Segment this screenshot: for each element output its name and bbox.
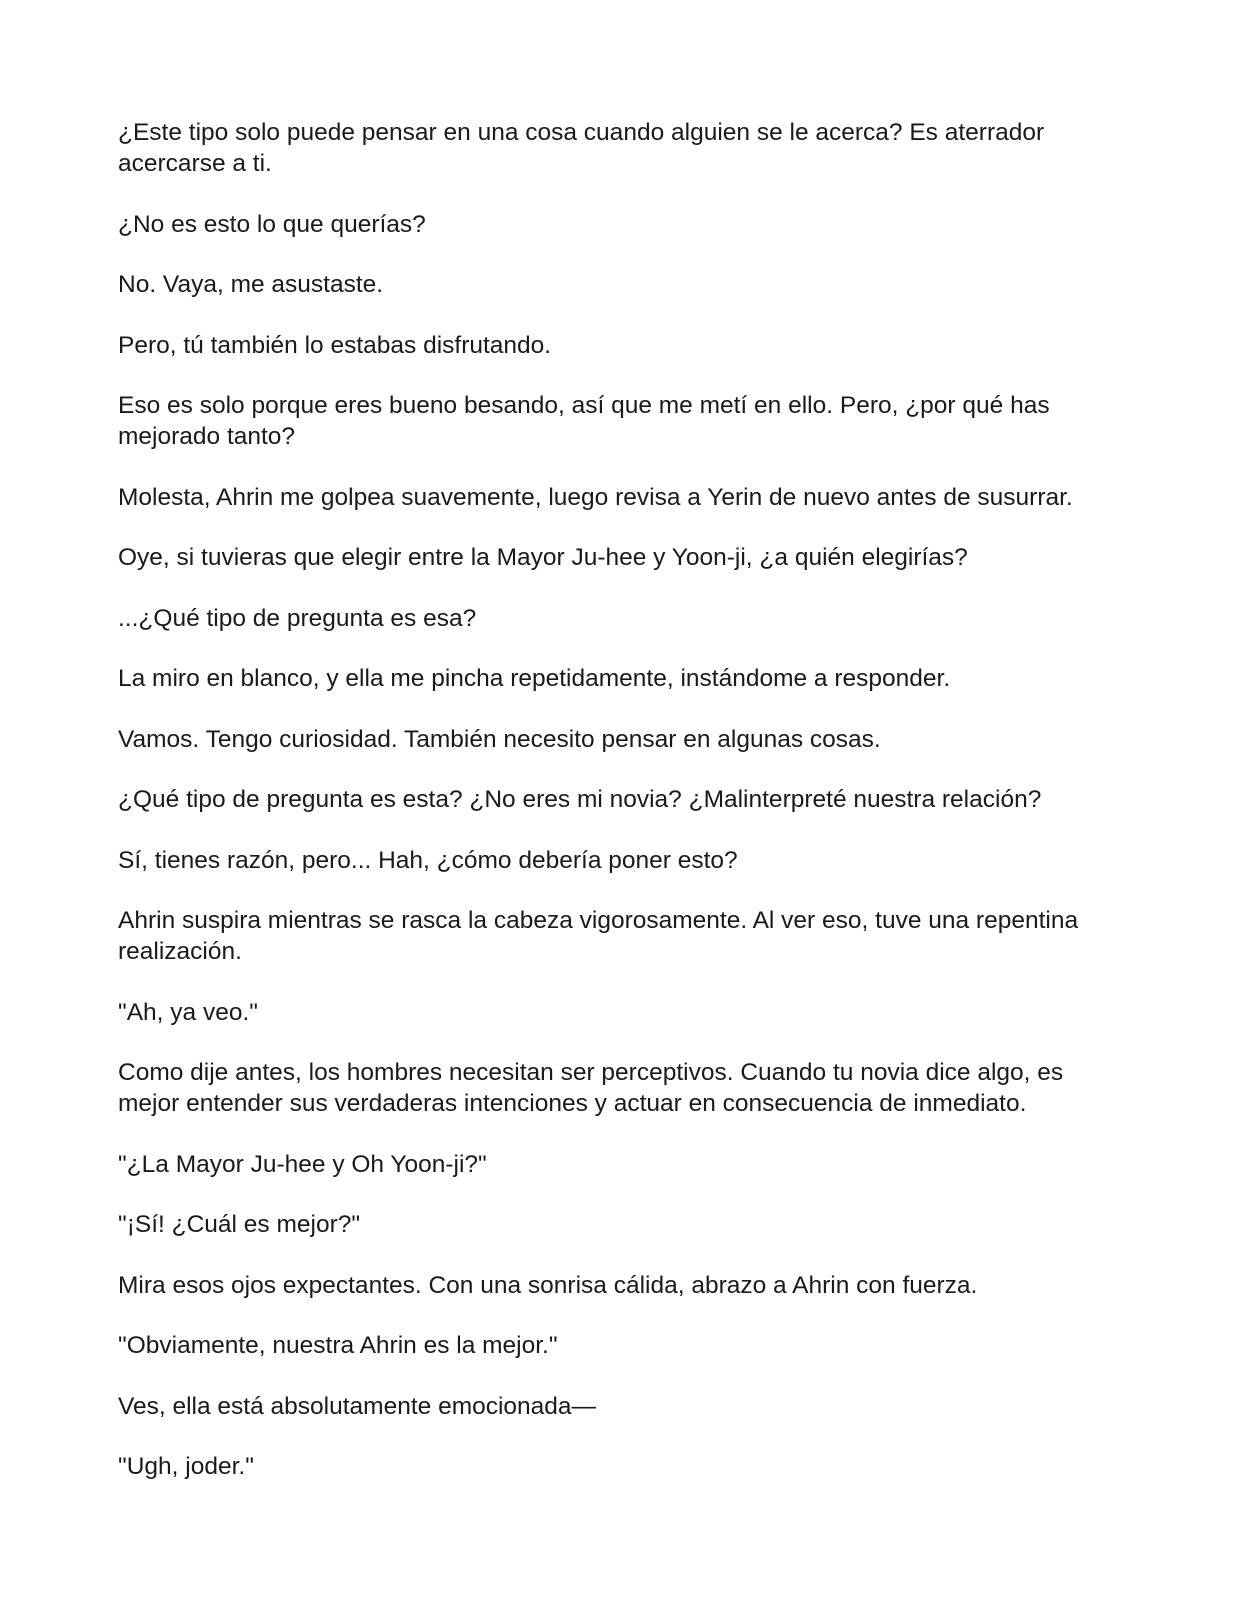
paragraph: "Ugh, joder." [118, 1453, 254, 1480]
paragraph: Mira esos ojos expectantes. Con una sonrisa cálida, abrazo a Ahrin con fuerza. [118, 1271, 978, 1299]
paragraph: "¡Sí! ¿Cuál es mejor?" [118, 1211, 361, 1238]
paragraph: Sí, tienes razón, pero... Hah, ¿cómo debería poner esto? [118, 846, 738, 874]
paragraph: Vamos. Tengo curiosidad. También necesito pensar en algunas cosas. [118, 725, 881, 753]
paragraph: Oye, si tuvieras que elegir entre la Mayor Ju-hee y Yoon-ji, ¿a quién elegirías? [118, 544, 968, 571]
paragraph: Ahrin suspira mientras se rasca la cabeza vigorosamente. Al ver eso, tuve una repentina realización. [118, 907, 1079, 965]
paragraph: Pero, tú también lo estabas disfrutando. [118, 331, 552, 359]
paragraph: ¿No es esto lo que querías? [118, 210, 426, 238]
paragraph: ¿Este tipo solo puede pensar en una cosa cuando alguien se le acerca? Es aterrador acercarse a ti. [118, 119, 1045, 177]
paragraph: La miro en blanco, y ella me pincha repetidamente, instándome a responder. [118, 665, 951, 692]
paragraph: ¿Qué tipo de pregunta es esta? ¿No eres mi novia? ¿Malinterpreté nuestra relación? [118, 786, 1042, 813]
paragraph: "Ah, ya veo." [118, 998, 258, 1026]
paragraph: ...¿Qué tipo de pregunta es esa? [118, 604, 477, 632]
paragraph: "Obviamente, nuestra Ahrin es la mejor." [118, 1332, 558, 1359]
paragraph: Ves, ella está absolutamente emocionada— [118, 1392, 597, 1420]
document-body [118, 117, 1108, 1512]
paragraph: No. Vaya, me asustaste. [118, 271, 384, 298]
paragraph: Eso es solo porque eres bueno besando, así que me metí en ello. Pero, ¿por qué has mejorado tanto? [118, 392, 1050, 450]
paragraph: "¿La Mayor Ju-hee y Oh Yoon-ji?" [118, 1150, 487, 1178]
paragraph: Como dije antes, los hombres necesitan ser perceptivos. Cuando tu novia dice algo, es mejor entender sus verdaderas intenciones y actuar en consecuencia de inmediato. [118, 1059, 1064, 1117]
paragraph: Molesta, Ahrin me golpea suavemente, luego revisa a Yerin de nuevo antes de susurrar. [118, 483, 1073, 511]
